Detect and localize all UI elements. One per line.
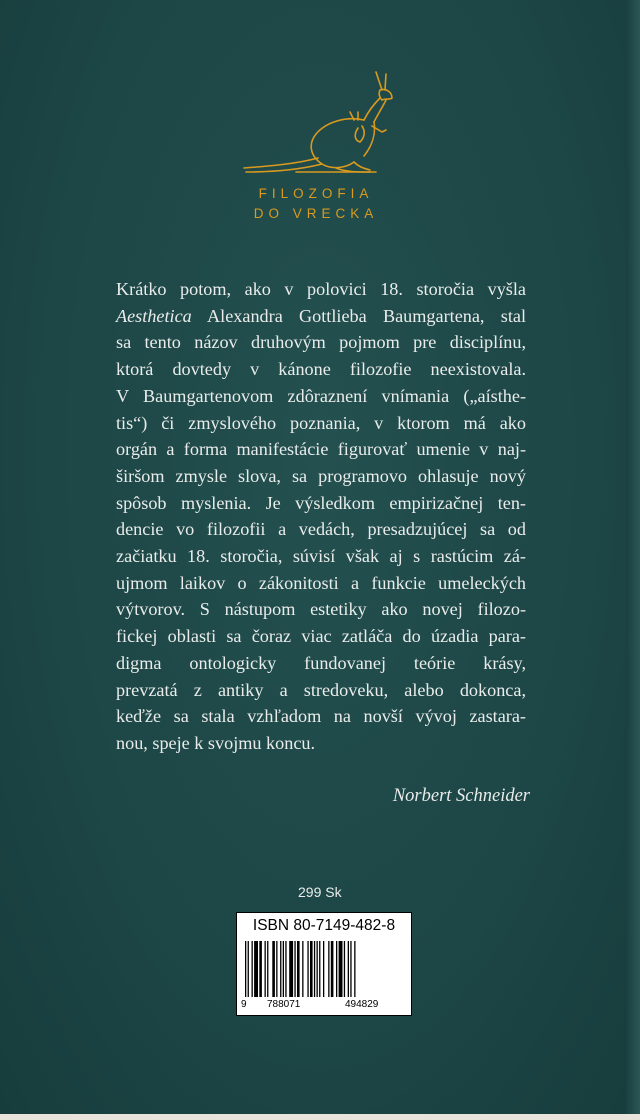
- barcode-stripe: [339, 941, 343, 997]
- barcode-stripe: [336, 941, 337, 997]
- author-signature: Norbert Schneider: [392, 786, 530, 806]
- barcode-stripe: [302, 941, 303, 997]
- barcode-stripe: [245, 941, 246, 997]
- barcode-stripe: [294, 941, 295, 997]
- barcode-stripe: [265, 941, 266, 997]
- barcode-stripe: [331, 941, 334, 997]
- blurb-line: ktorá dovtedy v kánone filozofie neexistovala.: [116, 359, 526, 380]
- blurb-line: spôsob myslenia. Je výsledkom empirizačnej ten-: [116, 492, 526, 513]
- barcode-stripe: [259, 941, 262, 997]
- barcode-stripe: [297, 941, 300, 997]
- cover-edge: [626, 0, 640, 1120]
- blurb-line: začiatku 18. storočia, súvisí však aj s rastúcim zá-: [116, 546, 526, 567]
- barcode-stripe: [344, 941, 345, 997]
- blurb-line: [116, 303, 526, 330]
- barcode-stripe: [310, 941, 313, 997]
- series-name-line1: FILOZOFIA: [258, 186, 374, 201]
- isbn-number: ISBN 80-7149-482-8: [252, 917, 396, 934]
- blurb-line-text: Alexandra Gottlieba Baumgartena, stal: [191, 305, 526, 326]
- barcode-stripe: [289, 941, 293, 997]
- blurb-line: keďže sa stala vzhľadom na novší vývoj zastara-: [116, 706, 526, 727]
- barcode-stripe: [317, 941, 318, 997]
- blurb-line: digma ontologicky fundovanej teórie krásy,: [116, 652, 526, 673]
- barcode-stripe: [323, 941, 324, 997]
- barcode: [236, 912, 412, 1016]
- barcode-stripe: [252, 941, 253, 997]
- blurb-line: širšom zmysle slova, sa programovo ohlasuje nový: [116, 465, 526, 486]
- barcode-stripe: [350, 941, 351, 997]
- blurb-line: Krátko potom, ako v polovici 18. storočia vyšla: [116, 279, 526, 299]
- barcode-digits-left: 788071: [267, 999, 301, 1010]
- barcode-stripe: [248, 941, 249, 997]
- barcode-stripe: [272, 941, 275, 997]
- barcode-stripe: [283, 941, 284, 997]
- blurb-line: ujmom laikov o zákonitosti a funkcie umeleckých: [116, 572, 526, 593]
- barcode-stripe: [319, 941, 320, 997]
- barcode-bars: [245, 941, 403, 997]
- series-name-line2: DO VRECKA: [253, 206, 379, 221]
- barcode-digits-right: 494829: [345, 999, 379, 1010]
- blurb-line: fickej oblasti sa čoraz viac zatláča do úzadia para-: [116, 626, 526, 647]
- blurb-line: sa tento názov druhovým pojmom pre disciplínu,: [116, 332, 526, 353]
- barcode-digit-first: 9: [241, 999, 247, 1010]
- barcode-stripe: [348, 941, 349, 997]
- barcode-stripe: [267, 941, 268, 997]
- barcode-stripe: [328, 941, 329, 997]
- kangaroo-icon: [236, 68, 406, 180]
- blurb-line: orgán a forma manifestácie figurovať umenie v naj-: [116, 439, 526, 460]
- barcode-stripe: [285, 941, 286, 997]
- barcode-stripe: [307, 941, 308, 997]
- barcode-stripe: [314, 941, 315, 997]
- blurb-text: [116, 276, 526, 757]
- barcode-stripe: [254, 941, 258, 997]
- barcode-stripe: [280, 941, 281, 997]
- barcode-stripe: [276, 941, 277, 997]
- blurb-line: V Baumgartenovom zdôraznení vnímania („aísthe-: [116, 385, 526, 406]
- blurb-line: nou, speje k svojmu koncu.: [116, 732, 316, 753]
- price-label: 299 Sk: [298, 884, 342, 900]
- blurb-line: dencie vo filozofii a vedách, presadzujúcej sa od: [116, 519, 526, 540]
- blurb-line: výtvorov. S nástupom estetiky ako novej filozo-: [116, 599, 526, 620]
- page-edge: [0, 1114, 640, 1120]
- barcode-stripe: [354, 941, 355, 997]
- barcode-digits: [237, 997, 411, 1013]
- blurb-line: tis“) či zmyslového poznania, v ktorom má ako: [116, 412, 526, 433]
- italic-book-title: Aesthetica: [116, 305, 192, 326]
- blurb-line: prevzatá z antiky a stredoveku, alebo dokonca,: [116, 679, 526, 700]
